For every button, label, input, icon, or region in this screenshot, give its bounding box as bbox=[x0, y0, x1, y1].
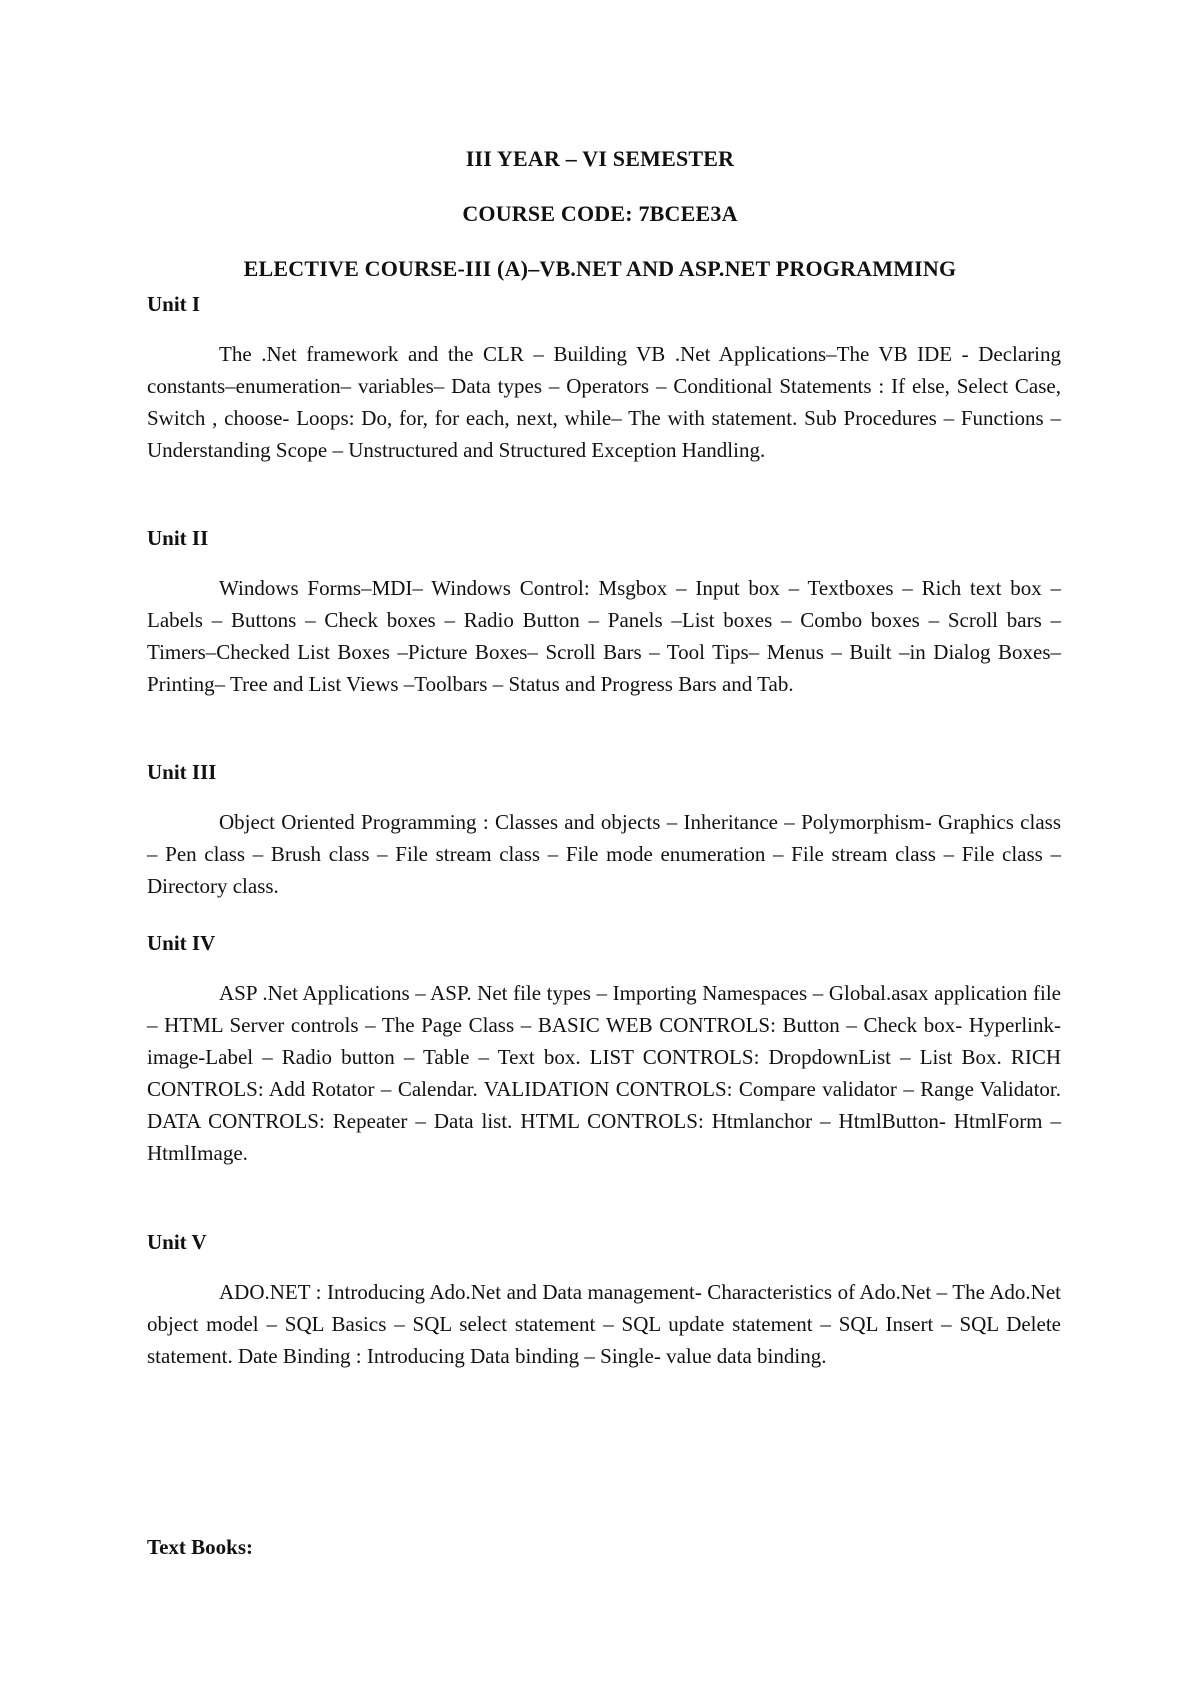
year-semester-heading: III YEAR – VI SEMESTER bbox=[465, 146, 735, 171]
unit-1-content: The .Net framework and the CLR – Building VB .Net Applications–The VB IDE - Declaring constants–enumeration– variables– Data types – Operators – Conditional Statements : If else, Select Case, Switch , choose- Loops: Do, for, for each, next, while– The with statement. Sub Procedures – Functions – Understanding Scope – Unstructured and Structured Exception Handling. bbox=[147, 342, 1061, 462]
unit-4-heading: Unit IV bbox=[147, 931, 216, 955]
unit-5-content: ADO.NET : Introducing Ado.Net and Data management- Characteristics of Ado.Net – The Ado.Net object model – SQL Basics – SQL select statement – SQL update statement – SQL Insert – SQL Delete statement. Date Binding : Introducing Data binding – Single- value data binding. bbox=[147, 1280, 1061, 1368]
unit-3-heading: Unit III bbox=[147, 760, 217, 784]
course-code-heading: COURSE CODE: 7BCEE3A bbox=[462, 201, 738, 226]
course-title-heading: ELECTIVE COURSE-III (A)–VB.NET AND ASP.NET PROGRAMMING bbox=[243, 256, 957, 281]
unit-5-heading: Unit V bbox=[147, 1230, 207, 1254]
text-books-heading: Text Books: bbox=[147, 1535, 253, 1559]
unit-3-content: Object Oriented Programming : Classes and objects – Inheritance – Polymorphism- Graphics class – Pen class – Brush class – File stream class – File mode enumeration – File stream class – File class – Directory class. bbox=[147, 810, 1061, 898]
unit-1-heading: Unit I bbox=[147, 292, 201, 316]
unit-2-heading: Unit II bbox=[147, 526, 209, 550]
unit-2-content: Windows Forms–MDI– Windows Control: Msgbox – Input box – Textboxes – Rich text box – Labels – Buttons – Check boxes – Radio Button – Panels –List boxes – Combo boxes – Scroll bars – Timers–Checked List Boxes –Picture Boxes– Scroll Bars – Tool Tips– Menus – Built –in Dialog Boxes– Printing– Tree and List Views –Toolbars – Status and Progress Bars and Tab. bbox=[147, 576, 1061, 696]
unit-4-content: ASP .Net Applications – ASP. Net file types – Importing Namespaces – Global.asax application file – HTML Server controls – The Page Class – BASIC WEB CONTROLS: Button – Check box- Hyperlink-image-Label – Radio button – Table – Text box. LIST CONTROLS: DropdownList – List Box. RICH CONTROLS: Add Rotator – Calendar. VALIDATION CONTROLS: Compare validator – Range Validator. DATA CONTROLS: Repeater – Data list. HTML CONTROLS: Htmlanchor – HtmlButton- HtmlForm – HtmlImage. bbox=[147, 981, 1061, 1165]
